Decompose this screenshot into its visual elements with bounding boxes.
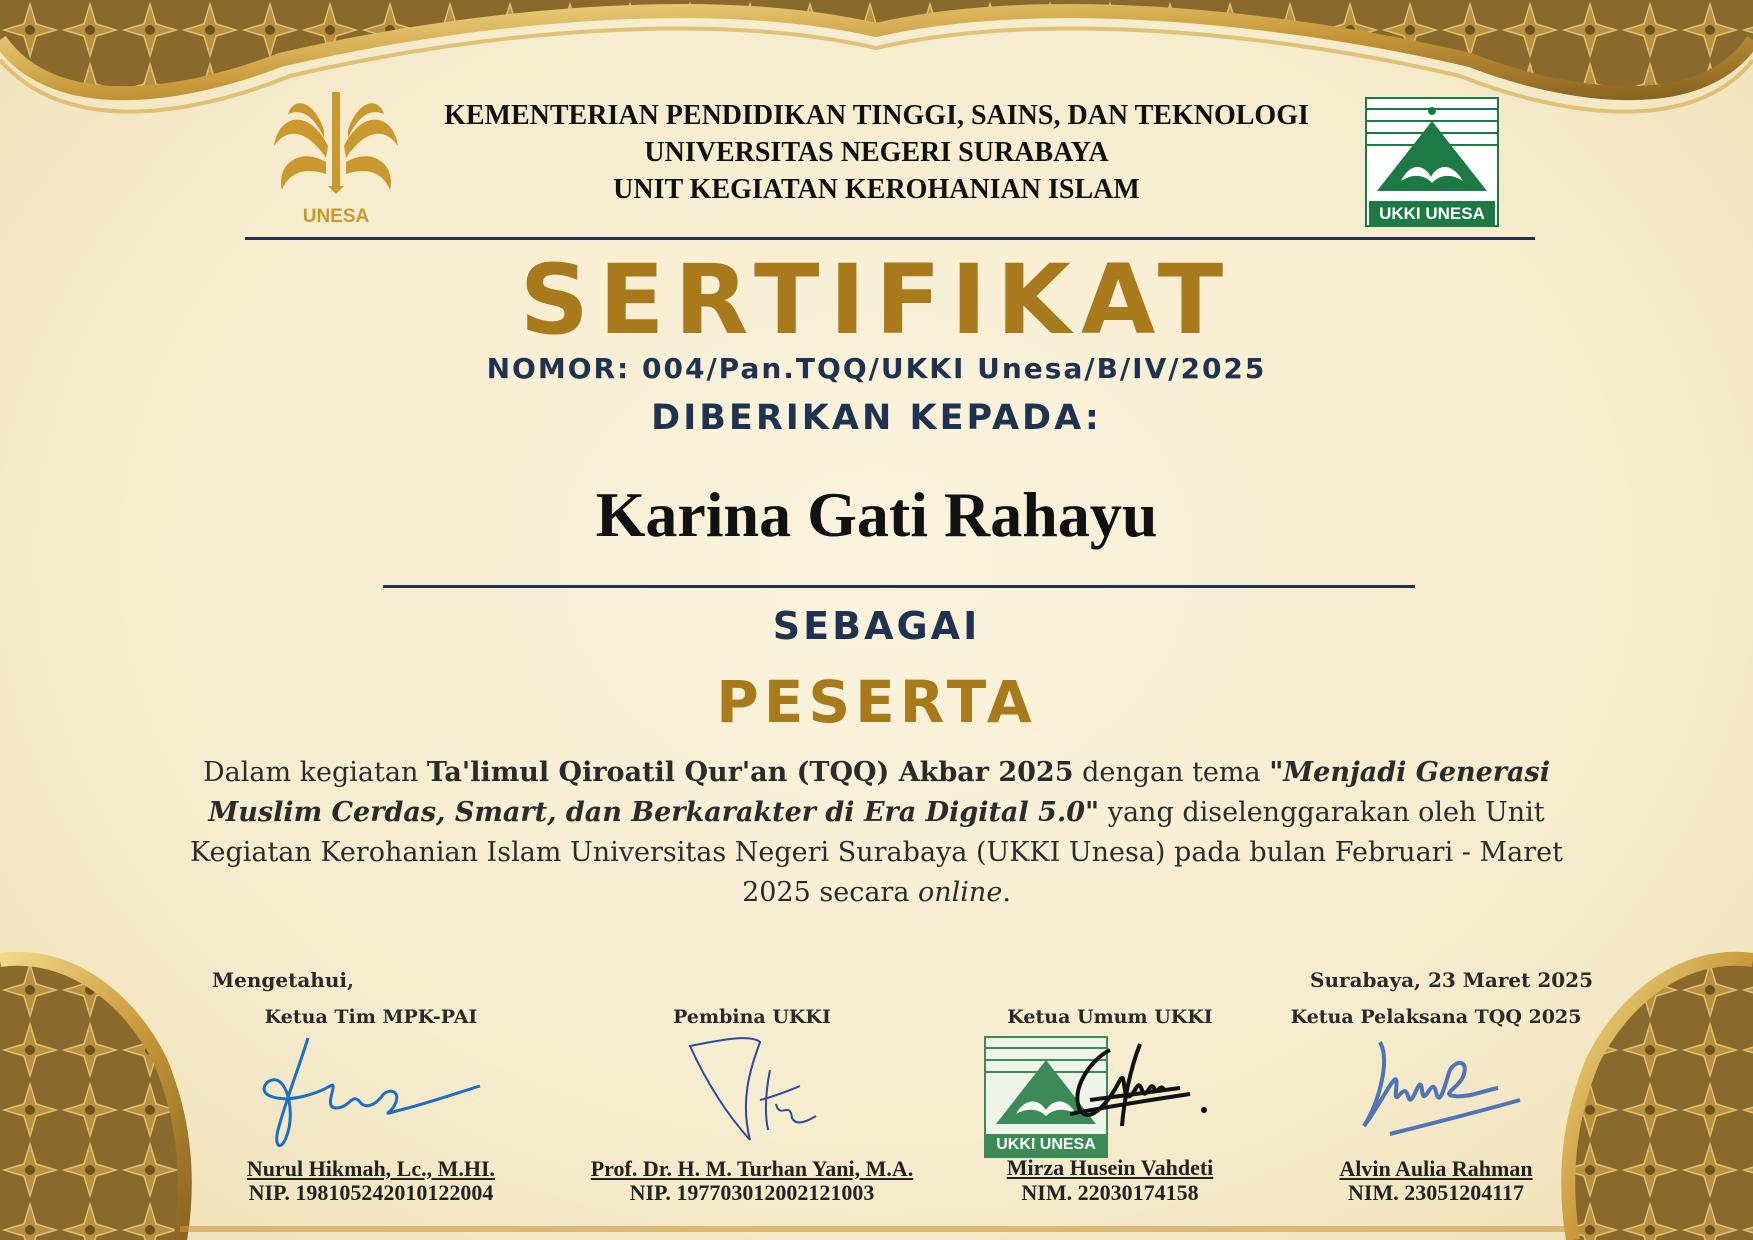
certificate-description xyxy=(170,753,1583,913)
signature-2 xyxy=(680,1030,860,1160)
header-unit: UNIT KEGIATAN KEROHANIAN ISLAM xyxy=(613,174,1140,205)
recipient-name: Karina Gati Rahayu xyxy=(595,479,1158,550)
signer-id: NIP. 198105242010122004 xyxy=(248,1180,494,1205)
signer-name: Mirza Husein Vahdeti xyxy=(1006,1155,1214,1180)
header-university: UNIVERSITAS NEGERI SURABAYA xyxy=(644,137,1109,168)
signature-1 xyxy=(250,1030,490,1160)
signer-name: Nurul Hikmah, Lc., M.HI. xyxy=(246,1156,496,1181)
stamp-text: UKKI UNESA xyxy=(986,1134,1106,1156)
description-text: . xyxy=(1002,877,1011,908)
signer-title: Pembina UKKI xyxy=(673,1006,831,1028)
signer-id: NIP. 197703012002121003 xyxy=(629,1180,875,1205)
signature-4 xyxy=(1350,1030,1550,1160)
place-date: Surabaya, 23 Maret 2025 xyxy=(1310,968,1593,992)
event-theme: "Menjadi Generasi Muslim Cerdas, Smart, dan Berkarakter di Era Digital 5.0" xyxy=(208,757,1550,828)
description-text: yang diselenggarakan oleh Unit Kegiatan Kerohanian Islam Universitas Negeri Surabaya (UKKI Unesa) pada bulan Februari - Maret 2025 secara xyxy=(190,797,1563,908)
event-mode: online xyxy=(918,877,1003,908)
signer-id: NIM. 22030174158 xyxy=(1021,1180,1199,1205)
signer-id: NIM. 23051204117 xyxy=(1348,1180,1524,1205)
signer-name: Alvin Aulia Rahman xyxy=(1339,1156,1533,1181)
signer-name: Prof. Dr. H. M. Turhan Yani, M.A. xyxy=(590,1156,914,1181)
description-text: Dalam kegiatan xyxy=(202,757,427,788)
signer-title: Ketua Pelaksana TQQ 2025 xyxy=(1290,1006,1582,1028)
event-name: Ta'limul Qiroatil Qur'an (TQQ) Akbar 2025 xyxy=(426,757,1074,788)
given-to-label: DIBERIKAN KEPADA: xyxy=(651,398,1102,438)
header-divider xyxy=(245,237,1535,240)
description-text: dengan tema xyxy=(1073,757,1270,788)
acknowledged-label: Mengetahui, xyxy=(212,968,354,992)
signer-title: Ketua Tim MPK-PAI xyxy=(264,1006,478,1028)
ukki-logo-text: UKKI UNESA xyxy=(1369,201,1495,227)
header-ministry: KEMENTERIAN PENDIDIKAN TINGGI, SAINS, DAN TEKNOLOGI xyxy=(444,100,1309,131)
unesa-logo-text: UNESA xyxy=(302,206,370,227)
certificate-number: NOMOR: 004/Pan.TQQ/UKKI Unesa/B/IV/2025 xyxy=(486,352,1267,385)
certificate-title: SERTIFIKAT xyxy=(519,244,1234,356)
role-label: PESERTA xyxy=(716,668,1037,736)
signer-title: Ketua Umum UKKI xyxy=(1007,1006,1213,1028)
recipient-underline xyxy=(383,585,1415,588)
signature-3 xyxy=(1050,1030,1230,1140)
as-label: SEBAGAI xyxy=(772,604,981,648)
